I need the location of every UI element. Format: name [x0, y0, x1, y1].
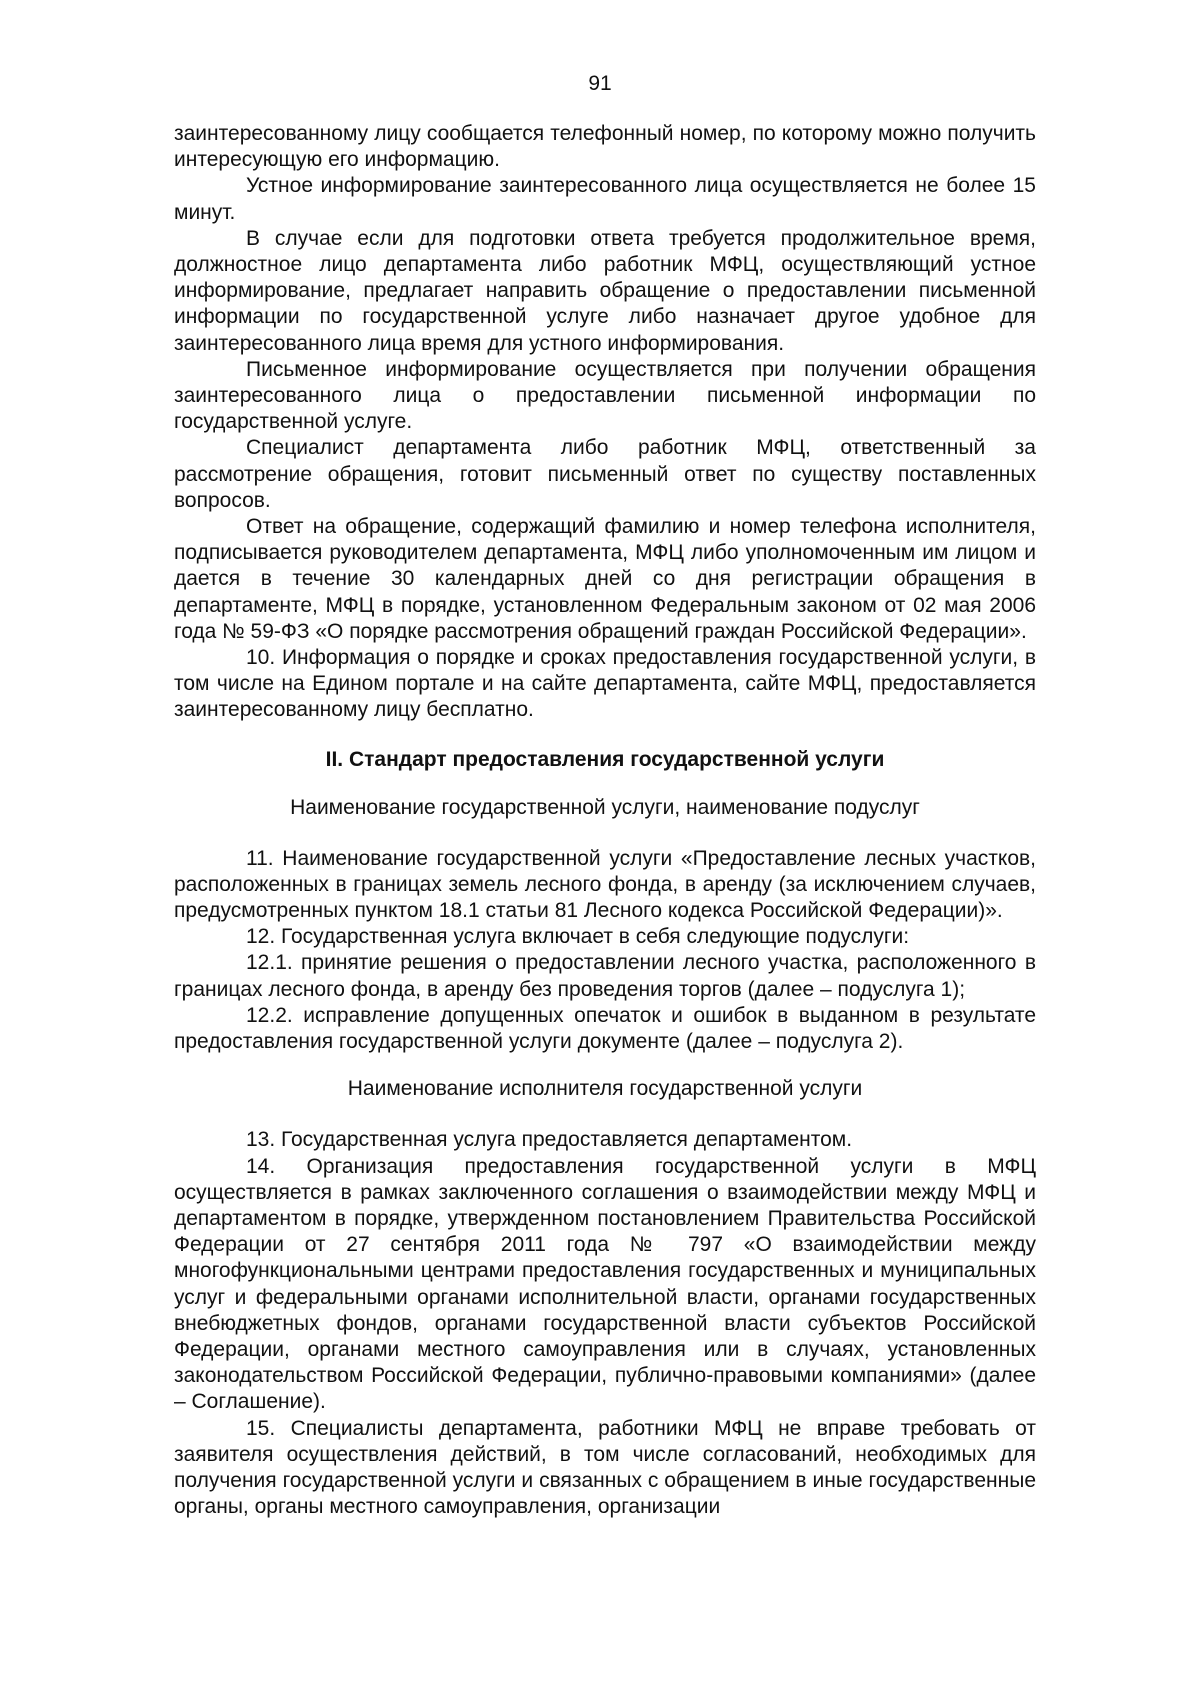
- paragraph-long-answer: В случае если для подготовки ответа требуется продолжительное время, должностное лицо департамента либо работник МФЦ, осуществляющий устное информирование, предлагает направить обращение о предоставлении письменной информации по государственной услуге либо назначает другое удобное для заинтересованного лица время для устного информирования.: [174, 226, 1036, 355]
- paragraph-item-10: 10. Информация о порядке и сроках предоставления государственной услуги, в том числе на Едином портале и на сайте департамента, сайте МФЦ, предоставляется заинтересованному лицу бесплатно.: [174, 646, 1036, 722]
- paragraph-item-15: 15. Специалисты департамента, работники МФЦ не вправе требовать от заявителя осуществления действий, в том числе согласований, необходимых для получения государственной услуги и связанных с обращением в иные государственные органы, органы местного самоуправления, организации: [174, 1416, 1036, 1519]
- section-heading: II. Стандарт предоставления государственной услуги: [325, 747, 885, 771]
- document-body: [174, 121, 1036, 1520]
- paragraph-item-12-2: 12.2. исправление допущенных опечаток и ошибок в выданном в результате предоставления государственной услуги документе (далее – подуслуга 2).: [174, 1003, 1036, 1054]
- bottom-paragraphs: [174, 1127, 1036, 1520]
- top-paragraphs: [174, 121, 1036, 724]
- paragraph-written-info: Письменное информирование осуществляется при получении обращения заинтересованного лица о предоставлении письменной информации по государственной услуге.: [174, 357, 1036, 434]
- paragraph-item-12-1: 12.1. принятие решения о предоставлении лесного участка, расположенного в границах лесного фонда, в аренду без проведения торгов (далее – подуслуга 1);: [174, 951, 1036, 1001]
- paragraph-item-13: 13. Государственная услуга предоставляется департаментом.: [246, 1128, 853, 1152]
- paragraph-continuation: заинтересованному лицу сообщается телефонный номер, по которому можно получить интересующую его информацию.: [174, 122, 1036, 172]
- mid-paragraphs: [174, 846, 1036, 1056]
- subheading-executor: Наименование исполнителя государственной услуги: [347, 1077, 863, 1101]
- paragraph-specialist: Специалист департамента либо работник МФЦ, ответственный за рассмотрение обращения, готовит письменный ответ по существу поставленных вопросов.: [174, 436, 1036, 512]
- paragraph-oral-info: Устное информирование заинтересованного лица осуществляется не более 15 минут.: [174, 174, 1036, 224]
- subheading-service-name: Наименование государственной услуги, наименование подуслуг: [290, 795, 920, 819]
- paragraph-item-11: 11. Наименование государственной услуги «Предоставление лесных участков, расположенных в границах земель лесного фонда, в аренду (за исключением случаев, предусмотренных пунктом 18.1 статьи 81 Лесного кодекса Российской Федерации)».: [174, 846, 1036, 923]
- paragraph-answer: Ответ на обращение, содержащий фамилию и номер телефона исполнителя, подписывается руководителем департамента, МФЦ либо уполномоченным им лицом и дается в течение 30 календарных дней со дня регистрации обращения в департаменте, МФЦ в порядке, установленном Федеральным законом от 02 мая 2006 года № 59-ФЗ «О порядке рассмотрения обращений граждан Российской Федерации».: [174, 515, 1036, 643]
- paragraph-item-12: 12. Государственная услуга включает в себя следующие подуслуги:: [246, 925, 910, 949]
- paragraph-item-14: 14. Организация предоставления государственной услуги в МФЦ осуществляется в рамках заключенного соглашения о взаимодействии между МФЦ и департаментом в порядке, утвержденном постановлением Правительства Российской Федерации от 27 сентября 2011 года № 797 «О взаимодействии между многофункциональными центрами предоставления государственных и муниципальных услуг и федеральными органами исполнительной власти, органами государственных внебюджетных фондов, органами государственной власти субъектов Российской Федерации, органами местного самоуправления или в случаях, установленных законодательством Российской Федерации, публично-правовыми компаниями» (далее – Соглашение).: [174, 1154, 1036, 1414]
- page-number: 91: [588, 72, 612, 95]
